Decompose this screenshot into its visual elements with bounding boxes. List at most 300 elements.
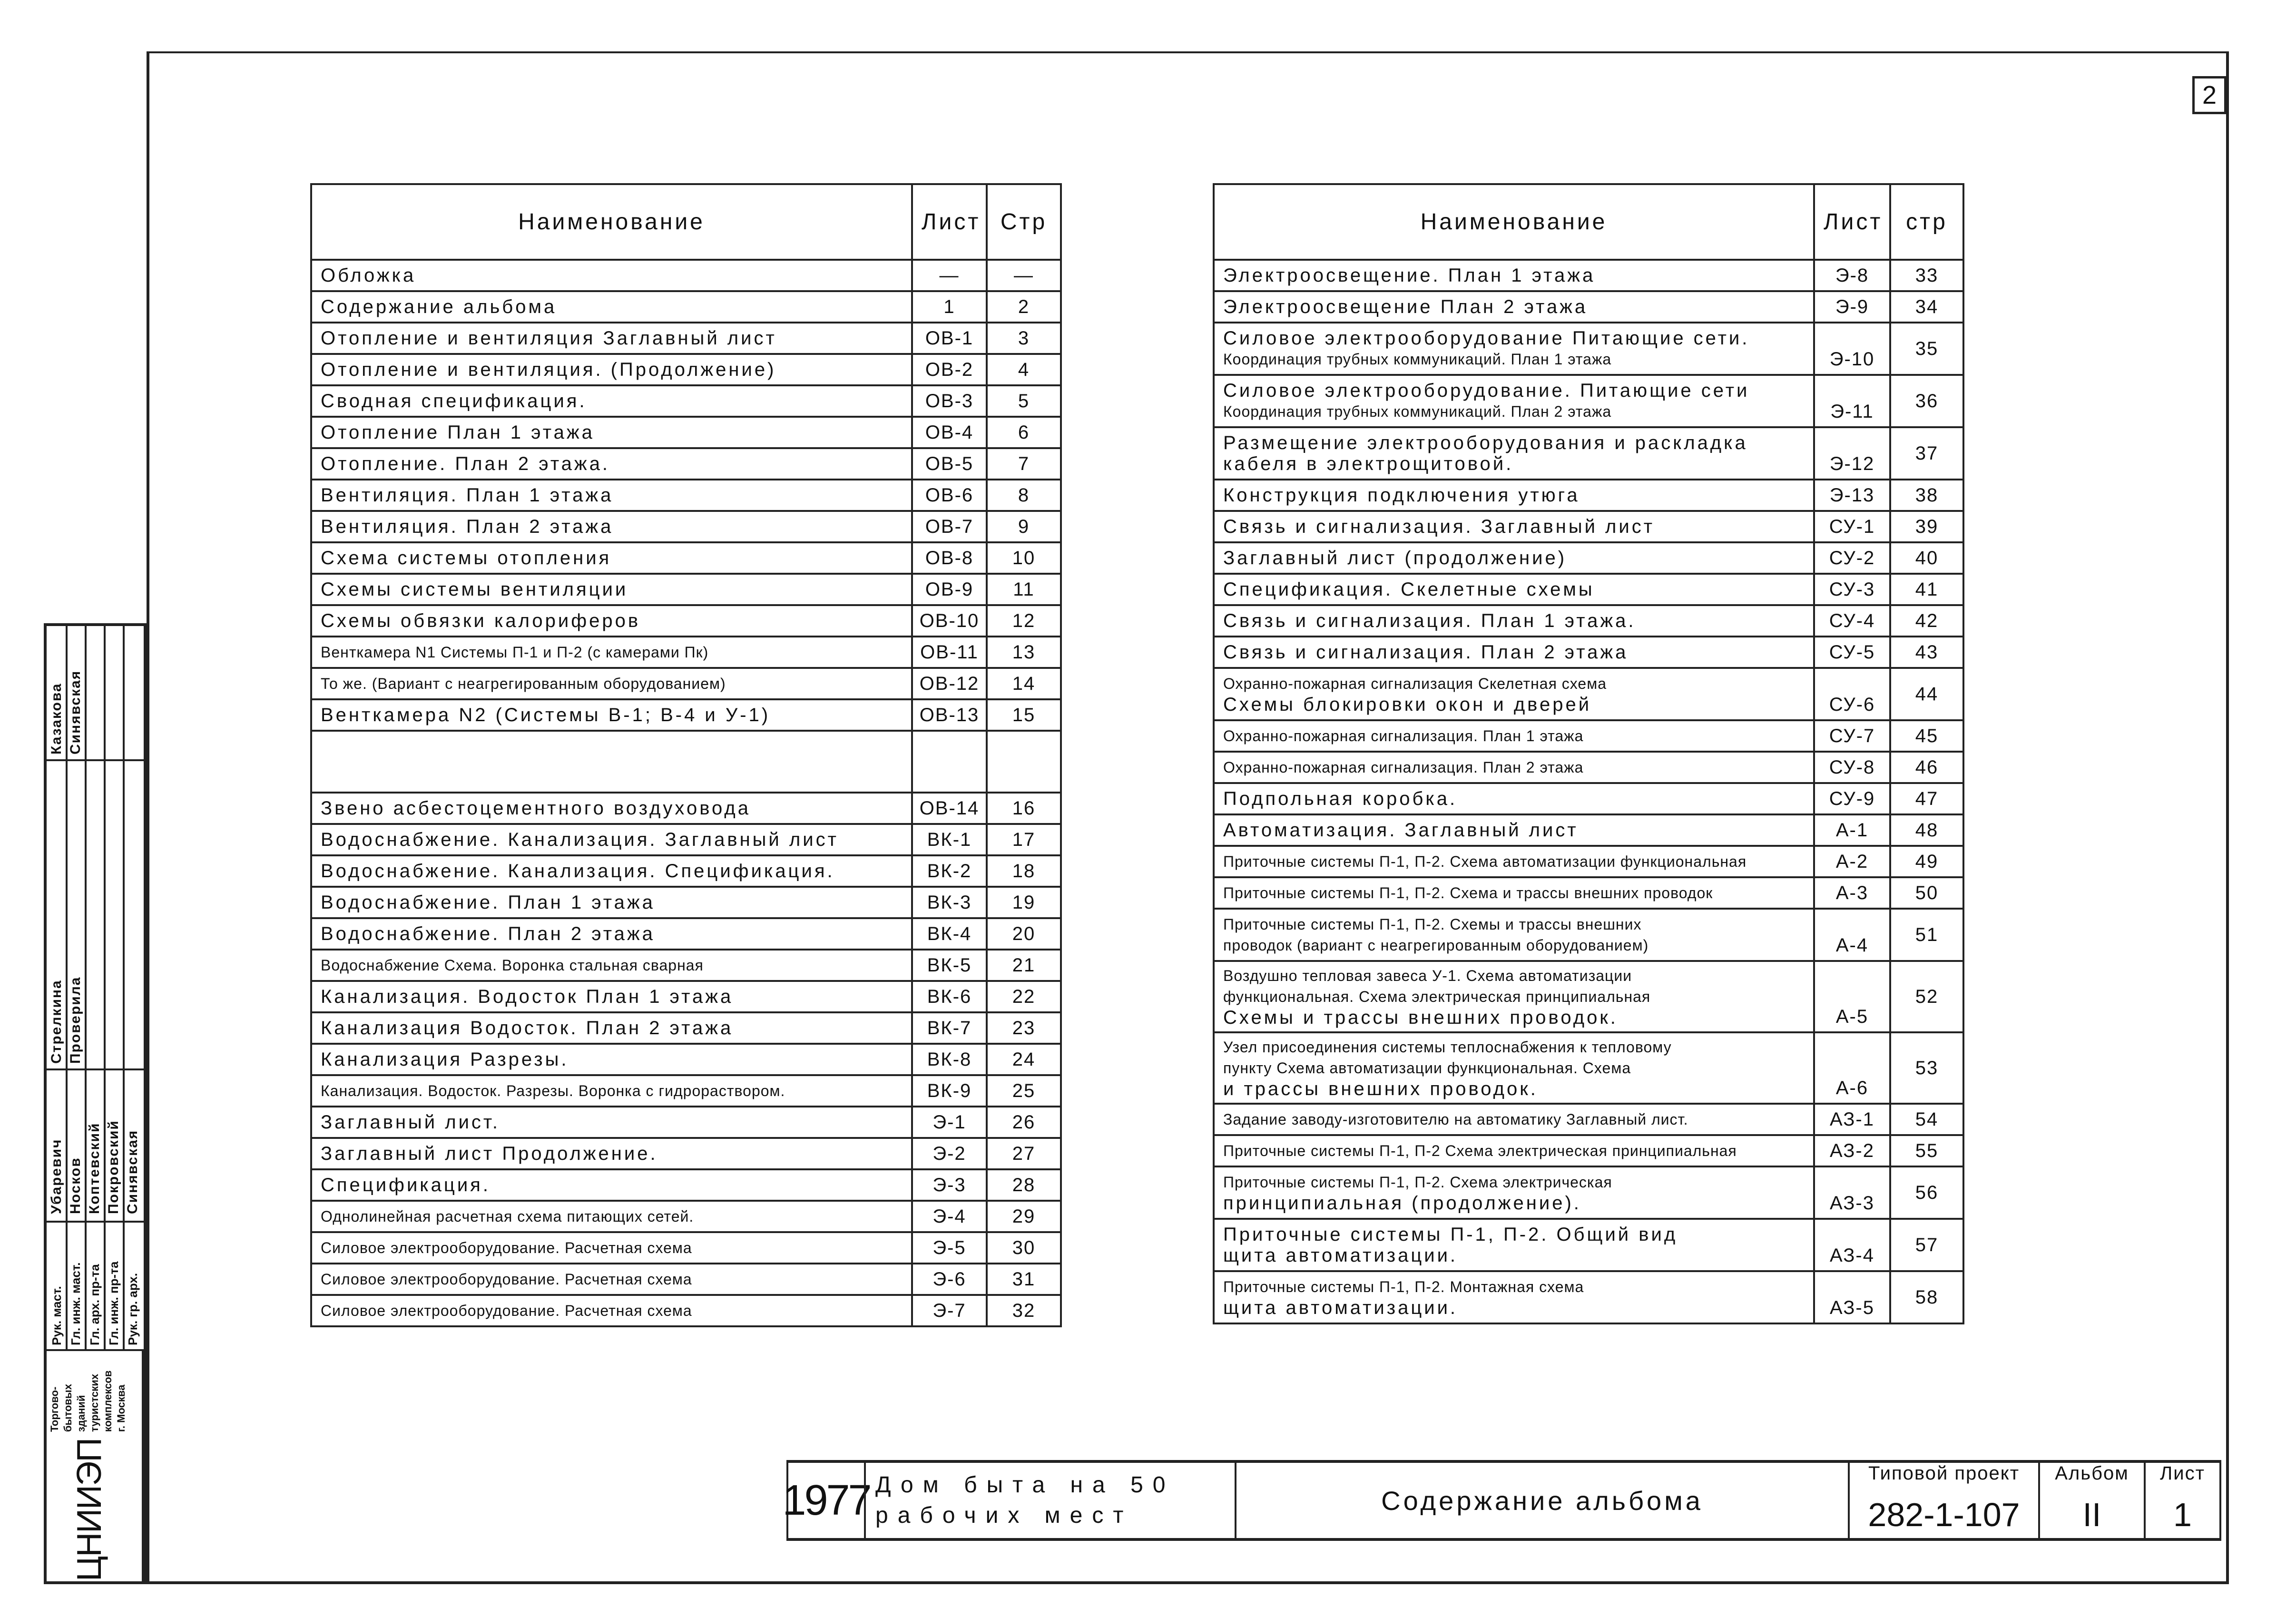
table-row — [311, 887, 1061, 918]
table-row — [1214, 1104, 1963, 1135]
item-page: 45 — [1890, 720, 1963, 752]
item-name-line: Содержание альбома — [321, 296, 557, 317]
item-sheet: ВК-5 — [912, 950, 987, 981]
item-sheet: СУ-3 — [1814, 574, 1890, 605]
item-sheet: ОВ-3 — [912, 385, 987, 417]
item-name-line: Схема системы отопления — [321, 548, 612, 568]
table-row — [1214, 605, 1963, 637]
item-sheet: АЗ-2 — [1814, 1135, 1890, 1166]
item-page: 14 — [987, 668, 1061, 699]
item-name-line: Заглавный лист. — [321, 1112, 500, 1133]
table-row — [1214, 637, 1963, 668]
item-sheet: Э-6 — [912, 1264, 987, 1295]
item-page: 21 — [987, 950, 1061, 981]
item-name-line: Задание заводу-изготовителю на автоматику Заглавный лист. — [1223, 1111, 1688, 1128]
contents-table-left — [310, 183, 1062, 1327]
item-name — [1214, 605, 1814, 637]
item-sheet: ВК-7 — [912, 1012, 987, 1044]
table-row — [1214, 480, 1963, 511]
item-page: 37 — [1890, 427, 1963, 480]
column-header-name: Наименование — [311, 184, 912, 260]
item-name — [311, 511, 912, 542]
stamp-name-upper: Казакова — [49, 683, 64, 755]
item-sheet: ОВ-11 — [912, 637, 987, 668]
item-name — [311, 1075, 912, 1107]
stamp-org: комплексов — [102, 1370, 114, 1432]
stamp-name: Коптевский — [87, 1122, 102, 1214]
item-sheet: Э-5 — [912, 1232, 987, 1264]
table-row — [1214, 877, 1963, 909]
item-sheet: ОВ-5 — [912, 448, 987, 480]
item-name-line: Вентиляция. План 1 этажа — [321, 485, 614, 506]
side-stamp — [44, 623, 147, 1584]
item-name — [311, 260, 912, 291]
item-name-line: Охранно-пожарная сигнализация. План 2 этажа — [1223, 759, 1584, 776]
year: 1977 — [786, 1463, 864, 1538]
item-page: 55 — [1890, 1135, 1963, 1166]
item-sheet: АЗ-3 — [1814, 1166, 1890, 1219]
item-sheet: ВК-6 — [912, 981, 987, 1012]
item-page: 11 — [987, 574, 1061, 605]
item-name — [311, 855, 912, 887]
column-header-sheet: Лист — [1814, 184, 1890, 260]
item-page: 48 — [1890, 814, 1963, 846]
item-sheet: АЗ-5 — [1814, 1271, 1890, 1323]
item-sheet: ОВ-7 — [912, 511, 987, 542]
item-sheet: А-2 — [1814, 846, 1890, 877]
item-page: 25 — [987, 1075, 1061, 1107]
item-name-line: Размещение электрооборудования и раскладка — [1223, 432, 1748, 453]
item-page: 2 — [987, 291, 1061, 323]
stamp-org: Торгово- — [49, 1386, 60, 1432]
item-page: 23 — [987, 1012, 1061, 1044]
item-sheet: СУ-2 — [1814, 542, 1890, 574]
item-page: 49 — [1890, 846, 1963, 877]
table-row — [1214, 260, 1963, 291]
item-page: 18 — [987, 855, 1061, 887]
table-row — [311, 1075, 1061, 1107]
item-name-line: Водоснабжение. Канализация. Спецификация. — [321, 861, 835, 882]
item-name — [1214, 260, 1814, 291]
item-page: 34 — [1890, 291, 1963, 323]
item-name-line: Отопление План 1 этажа — [321, 422, 595, 443]
item-page: 39 — [1890, 511, 1963, 542]
stamp-name: Убаревич — [49, 1138, 64, 1214]
item-name-line: Силовое электрооборудование Питающие сети. — [1223, 328, 1750, 349]
item-name — [311, 1012, 912, 1044]
item-name-line: Водоснабжение. Канализация. Заглавный лист — [321, 829, 839, 850]
object-name-line1: Дом быта на 50 — [875, 1472, 1175, 1498]
stamp-name-upper: Синявская — [68, 670, 83, 755]
item-page: 10 — [987, 542, 1061, 574]
table-row — [311, 480, 1061, 511]
item-name — [1214, 637, 1814, 668]
item-page: 35 — [1890, 323, 1963, 375]
item-name — [311, 1232, 912, 1264]
stamp-org: г. Москва — [115, 1384, 127, 1432]
institute-logo: ЦНИИЭП — [70, 1438, 108, 1581]
item-page: — — [987, 260, 1061, 291]
stamp-role: Гл. инж. маст. — [69, 1262, 83, 1345]
item-name-line: Канализация Водосток. План 2 этажа — [321, 1018, 734, 1039]
item-sheet: Э-10 — [1814, 323, 1890, 375]
table-row — [1214, 375, 1963, 427]
item-name — [311, 542, 912, 574]
item-name — [311, 354, 912, 385]
stamp-org: зданий — [75, 1395, 87, 1432]
item-name — [311, 323, 912, 354]
item-page: 20 — [987, 918, 1061, 950]
item-page: 51 — [1890, 909, 1963, 961]
item-name — [1214, 668, 1814, 720]
item-page: 13 — [987, 637, 1061, 668]
item-name — [311, 385, 912, 417]
item-sheet: Э-3 — [912, 1169, 987, 1201]
item-name-line: Спецификация. — [321, 1175, 491, 1195]
table-row — [311, 354, 1061, 385]
stamp-name: Покровский — [106, 1120, 121, 1214]
table-row — [311, 323, 1061, 354]
item-name — [311, 291, 912, 323]
item-sheet: А-6 — [1814, 1032, 1890, 1104]
item-name-line: Схемы системы вентиляции — [321, 579, 628, 600]
column-header-name: Наименование — [1214, 184, 1814, 260]
table-row — [311, 448, 1061, 480]
item-page: 29 — [987, 1201, 1061, 1232]
item-name — [1214, 814, 1814, 846]
item-name-line: Заглавный лист Продолжение. — [321, 1143, 658, 1164]
item-page: 43 — [1890, 637, 1963, 668]
item-name-line: Сводная спецификация. — [321, 391, 587, 412]
item-name-line: Отопление и вентиляция Заглавный лист — [321, 328, 777, 349]
item-name-line: щита автоматизации. — [1223, 1245, 1458, 1266]
item-sheet: ОВ-12 — [912, 668, 987, 699]
item-name-line: Водоснабжение. План 2 этажа — [321, 923, 655, 944]
item-page: 33 — [1890, 260, 1963, 291]
table-row — [311, 855, 1061, 887]
item-sheet: ОВ-2 — [912, 354, 987, 385]
table-row — [1214, 1032, 1963, 1104]
item-page: 4 — [987, 354, 1061, 385]
item-name-line: Электроосвещение План 2 этажа — [1223, 296, 1588, 317]
item-name-line: Силовое электрооборудование. Расчетная схема — [321, 1302, 692, 1319]
table-row — [1214, 1271, 1963, 1323]
item-name-line: пункту Схема автоматизации функциональная. Схема — [1223, 1059, 1631, 1077]
album-cell — [2038, 1463, 2144, 1538]
table-row — [311, 1201, 1061, 1232]
item-name-line: Координация трубных коммуникаций. План 2 этажа — [1223, 403, 1612, 420]
item-page: 16 — [987, 793, 1061, 824]
table-row — [311, 950, 1061, 981]
item-sheet: Э-12 — [1814, 427, 1890, 480]
table-row — [1214, 1219, 1963, 1271]
item-page: 8 — [987, 480, 1061, 511]
item-name-line: Обложка — [321, 265, 416, 286]
item-name — [311, 480, 912, 511]
item-page: 36 — [1890, 375, 1963, 427]
item-sheet: ОВ-9 — [912, 574, 987, 605]
item-name — [1214, 480, 1814, 511]
item-page: 6 — [987, 417, 1061, 448]
column-header-page: стр — [1890, 184, 1963, 260]
item-name-line: Отопление. План 2 этажа. — [321, 453, 610, 474]
table-row — [311, 793, 1061, 824]
item-name-line: Приточные системы П-1, П-2. Схема электрическая — [1223, 1174, 1612, 1191]
album-label: Альбом — [2055, 1463, 2129, 1484]
item-sheet: СУ-1 — [1814, 511, 1890, 542]
item-sheet: А-5 — [1814, 961, 1890, 1032]
item-name-line: Звено асбестоцементного воздуховода — [321, 798, 751, 819]
stamp-role: Рук. маст. — [49, 1286, 64, 1345]
project-label: Типовой проект — [1868, 1463, 2020, 1484]
item-name — [1214, 846, 1814, 877]
item-name — [1214, 752, 1814, 783]
table-row — [1214, 511, 1963, 542]
item-name — [1214, 1032, 1814, 1104]
item-page: 9 — [987, 511, 1061, 542]
table-row — [311, 574, 1061, 605]
item-name — [1214, 783, 1814, 814]
contents-table-right — [1213, 183, 1964, 1324]
item-name-line: Схемы блокировки окон и дверей — [1223, 694, 1592, 715]
item-name — [311, 448, 912, 480]
table-row — [1214, 783, 1963, 814]
item-name-line: Узел присоединения системы теплоснабжения к тепловому — [1223, 1039, 1672, 1056]
sheet-corner-number: 2 — [2192, 76, 2227, 114]
item-name-line: Силовое электрооборудование. Расчетная схема — [321, 1271, 692, 1288]
table-row — [311, 511, 1061, 542]
table-row — [1214, 323, 1963, 375]
item-sheet: Э-4 — [912, 1201, 987, 1232]
item-page: 47 — [1890, 783, 1963, 814]
item-sheet: СУ-6 — [1814, 668, 1890, 720]
item-name-line: Конструкция подключения утюга — [1223, 485, 1580, 506]
sheet-label: Лист — [2160, 1463, 2205, 1484]
sheet-value: 1 — [2173, 1496, 2192, 1533]
item-page: 12 — [987, 605, 1061, 637]
item-name-line: Канализация. Водосток План 1 этажа — [321, 986, 734, 1007]
item-name — [311, 981, 912, 1012]
item-sheet: АЗ-4 — [1814, 1219, 1890, 1271]
stamp-name-upper: Проверила — [68, 976, 83, 1064]
item-page: 53 — [1890, 1032, 1963, 1104]
table-row — [311, 699, 1061, 731]
item-page: 54 — [1890, 1104, 1963, 1135]
item-name-line: функциональная. Схема электрическая принципиальная — [1223, 988, 1651, 1005]
item-name — [1214, 427, 1814, 480]
item-name-line: Электроосвещение. План 1 этажа — [1223, 265, 1596, 286]
table-row — [311, 981, 1061, 1012]
item-name — [311, 605, 912, 637]
item-name — [311, 1044, 912, 1075]
item-sheet: СУ-8 — [1814, 752, 1890, 783]
item-name-line: и трассы внешних проводок. — [1223, 1078, 1538, 1099]
item-name — [311, 668, 912, 699]
table-row — [1214, 291, 1963, 323]
table-row — [311, 260, 1061, 291]
album-value: II — [2082, 1496, 2101, 1533]
item-sheet: Э-2 — [912, 1138, 987, 1169]
item-sheet: ВК-3 — [912, 887, 987, 918]
item-sheet: ВК-9 — [912, 1075, 987, 1107]
item-page: 24 — [987, 1044, 1061, 1075]
table-row — [1214, 1166, 1963, 1219]
item-name — [1214, 574, 1814, 605]
item-sheet: СУ-7 — [1814, 720, 1890, 752]
table-row — [311, 1044, 1061, 1075]
table-row — [1214, 814, 1963, 846]
item-name-line: Связь и сигнализация. План 2 этажа — [1223, 642, 1629, 663]
item-name-line: Приточные системы П-1, П-2. Монтажная схема — [1223, 1278, 1584, 1295]
stamp-name: Синявская — [125, 1129, 140, 1214]
item-name — [311, 637, 912, 668]
item-name-line: щита автоматизации. — [1223, 1297, 1458, 1318]
item-sheet: ОВ-1 — [912, 323, 987, 354]
item-name-line: принципиальная (продолжение). — [1223, 1193, 1581, 1214]
item-name-line: Охранно-пожарная сигнализация Скелетная схема — [1223, 675, 1607, 692]
item-name — [311, 793, 912, 824]
item-name — [311, 1107, 912, 1138]
stamp-org: бытовых — [62, 1384, 74, 1432]
item-name-line: Схемы обвязки калориферов — [321, 610, 641, 631]
item-name-line: То же. (Вариант с неагрегированным оборудованием) — [321, 675, 726, 692]
column-header-sheet: Лист — [912, 184, 987, 260]
item-name — [1214, 542, 1814, 574]
stamp-org: туристских — [88, 1374, 100, 1432]
item-sheet: АЗ-1 — [1814, 1104, 1890, 1135]
item-sheet: ОВ-13 — [912, 699, 987, 731]
item-name-line: Заглавный лист (продолжение) — [1223, 548, 1567, 568]
table-row — [311, 918, 1061, 950]
item-name-line: Водоснабжение Схема. Воронка стальная сварная — [321, 957, 704, 974]
item-name — [1214, 1166, 1814, 1219]
item-sheet: ВК-4 — [912, 918, 987, 950]
item-page: 26 — [987, 1107, 1061, 1138]
item-sheet: Э-8 — [1814, 260, 1890, 291]
table-row — [1214, 846, 1963, 877]
table-row — [311, 417, 1061, 448]
item-page: 50 — [1890, 877, 1963, 909]
project-value: 282-1-107 — [1868, 1496, 2020, 1533]
sheet-cell — [2144, 1463, 2221, 1538]
item-page: 44 — [1890, 668, 1963, 720]
item-page: 40 — [1890, 542, 1963, 574]
item-sheet: ОВ-8 — [912, 542, 987, 574]
item-page: 52 — [1890, 961, 1963, 1032]
item-name-line: Силовое электрооборудование. Питающие сети — [1223, 380, 1750, 401]
item-name — [311, 1201, 912, 1232]
item-sheet: 1 — [912, 291, 987, 323]
item-name — [311, 887, 912, 918]
item-name-line: Однолинейная расчетная схема питающих сетей. — [321, 1208, 694, 1225]
table-row — [311, 824, 1061, 855]
item-name — [1214, 1135, 1814, 1166]
stamp-role: Гл. арх. пр-та — [88, 1264, 102, 1345]
item-name — [311, 1264, 912, 1295]
item-page: 19 — [987, 887, 1061, 918]
stamp-name: Носков — [68, 1157, 83, 1214]
item-sheet: А-3 — [1814, 877, 1890, 909]
item-name-line: Воздушно тепловая завеса У-1. Схема автоматизации — [1223, 967, 1632, 984]
table-row — [1214, 961, 1963, 1032]
item-page: 42 — [1890, 605, 1963, 637]
item-name-line: Канализация. Водосток. Разрезы. Воронка с гидрораствором. — [321, 1082, 785, 1099]
column-header-page: Стр — [987, 184, 1061, 260]
item-sheet: Э-11 — [1814, 375, 1890, 427]
item-name-line: Приточные системы П-1, П-2. Схемы и трассы внешних — [1223, 916, 1642, 933]
item-page: 15 — [987, 699, 1061, 731]
table-row — [1214, 752, 1963, 783]
item-name — [311, 574, 912, 605]
title-block — [782, 1460, 2221, 1541]
item-name-line: Венткамера N1 Системы П-1 и П-2 (с камерами Пк) — [321, 644, 709, 661]
item-name-line: Приточные системы П-1, П-2 Схема электрическая принципиальная — [1223, 1142, 1737, 1159]
table-row — [311, 731, 1061, 793]
stamp-role: Гл. инж. пр-та — [107, 1261, 121, 1345]
item-name-line: Приточные системы П-1, П-2. Общий вид — [1223, 1224, 1678, 1245]
item-name — [1214, 1271, 1814, 1323]
item-name-line: проводок (вариант с неагрегированным оборудованием) — [1223, 937, 1649, 954]
item-name — [311, 918, 912, 950]
item-sheet: СУ-5 — [1814, 637, 1890, 668]
item-page: 38 — [1890, 480, 1963, 511]
table-row — [311, 605, 1061, 637]
table-row — [311, 1169, 1061, 1201]
item-name — [1214, 375, 1814, 427]
item-name-line: Координация трубных коммуникаций. План 1 этажа — [1223, 351, 1612, 368]
item-page: 32 — [987, 1295, 1061, 1326]
table-row — [1214, 1135, 1963, 1166]
item-page: 30 — [987, 1232, 1061, 1264]
item-name — [311, 417, 912, 448]
item-name-line: Связь и сигнализация. Заглавный лист — [1223, 516, 1655, 537]
item-name — [311, 1295, 912, 1326]
item-sheet: ВК-8 — [912, 1044, 987, 1075]
table-row — [1214, 720, 1963, 752]
table-row — [311, 1295, 1061, 1326]
table-row — [311, 1138, 1061, 1169]
item-name — [1214, 877, 1814, 909]
item-name-line: Автоматизация. Заглавный лист — [1223, 820, 1579, 841]
item-name — [1214, 323, 1814, 375]
table-row — [311, 385, 1061, 417]
stamp-name-upper: Стрелкина — [49, 980, 64, 1064]
item-name-line: Вентиляция. План 2 этажа — [321, 516, 614, 537]
object-name-line2: рабочих мест — [875, 1503, 1133, 1528]
table-row — [1214, 574, 1963, 605]
item-sheet: ВК-1 — [912, 824, 987, 855]
item-sheet: ОВ-6 — [912, 480, 987, 511]
item-page: 7 — [987, 448, 1061, 480]
table-row — [311, 542, 1061, 574]
item-page: 28 — [987, 1169, 1061, 1201]
item-page: 57 — [1890, 1219, 1963, 1271]
table-row — [1214, 427, 1963, 480]
item-page: 5 — [987, 385, 1061, 417]
item-page: 22 — [987, 981, 1061, 1012]
stamp-role: Рук. гр. арх. — [126, 1273, 140, 1345]
item-name — [311, 1138, 912, 1169]
item-page: 58 — [1890, 1271, 1963, 1323]
sheet-title: Содержание альбома — [1235, 1463, 1848, 1538]
item-sheet: СУ-9 — [1814, 783, 1890, 814]
item-sheet: Э-7 — [912, 1295, 987, 1326]
item-name — [311, 731, 912, 793]
item-name — [1214, 511, 1814, 542]
item-name — [1214, 1219, 1814, 1271]
item-name-line: Венткамера N2 (Системы В-1; В-4 и У-1) — [321, 705, 771, 725]
object-name — [864, 1463, 1235, 1538]
